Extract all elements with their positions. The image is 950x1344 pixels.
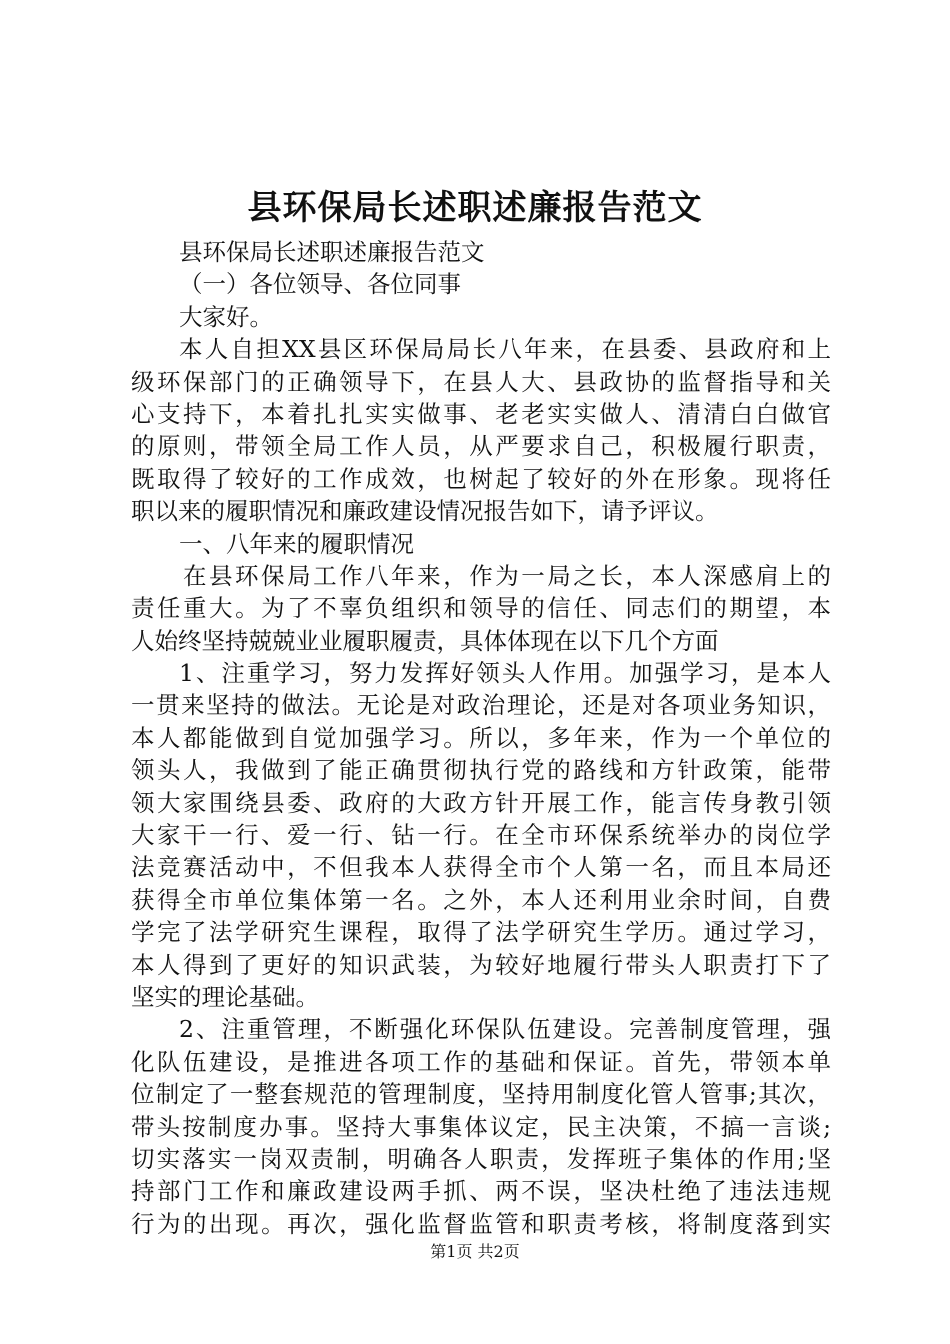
- paragraph-line: 的原则，带领全局工作人员，从严要求自己，积极履行职责，: [131, 432, 831, 461]
- paragraph-line: 领大家围绕县委、政府的大政方针开展工作，能言传身教引领: [131, 788, 831, 817]
- paragraph-line: 位制定了一整套规范的管理制度，坚持用制度化管人管事;其次，: [131, 1080, 831, 1109]
- page-footer: 第1页 共2页: [430, 1242, 520, 1261]
- paragraph-line: 职以来的履职情况和廉政建设情况报告如下，请予评议。: [131, 497, 719, 526]
- paragraph-line: 人始终坚持兢兢业业履职履责，具体体现在以下几个方面: [131, 626, 719, 655]
- paragraph-line: 坚实的理论基础。: [131, 982, 319, 1011]
- paragraph-line: 县环保局长述职述廉报告范文: [179, 238, 485, 266]
- paragraph-line: 级环保部门的正确领导下，在县人大、县政协的监督指导和关: [131, 367, 831, 396]
- document-body: [131, 236, 831, 1240]
- paragraph-line: 学完了法学研究生课程，取得了法学研究生学历。通过学习，: [131, 918, 831, 947]
- paragraph-line: 1、注重学习，努力发挥好领头人作用。加强学习，是本人: [179, 659, 831, 688]
- paragraph-line: 行为的出现。再次，强化监督监管和职责考核，将制度落到实: [131, 1209, 831, 1238]
- paragraph-line: 带头按制度办事。坚持大事集体议定，民主决策，不搞一言谈;: [131, 1112, 831, 1141]
- paragraph-line: 2、注重管理，不断强化环保队伍建设。完善制度管理，强: [179, 1015, 831, 1044]
- paragraph-line: 大家干一行、爱一行、钻一行。在全市环保系统举办的岗位学: [131, 821, 831, 850]
- paragraph-line: 化队伍建设，是推进各项工作的基础和保证。首先，带领本单: [131, 1047, 831, 1076]
- paragraph-line: 责任重大。为了不辜负组织和领导的信任、同志们的期望，本: [131, 594, 831, 623]
- section-heading: 一、八年来的履职情况: [179, 529, 414, 558]
- paragraph-line: 持部门工作和廉政建设两手抓、两不误，坚决杜绝了违法违规: [131, 1177, 831, 1206]
- paragraph-line: 心支持下，本着扎扎实实做事、老老实实做人、清清白白做官: [131, 399, 831, 428]
- paragraph-line: 本人都能做到自觉加强学习。所以，多年来，作为一个单位的: [131, 723, 831, 752]
- document-title: 县环保局长述职述廉报告范文: [247, 188, 703, 228]
- paragraph-line: 切实落实一岗双责制，明确各人职责，发挥班子集体的作用;坚: [131, 1144, 831, 1173]
- paragraph-line: 既取得了较好的工作成效，也树起了较好的外在形象。现将任: [131, 464, 831, 493]
- paragraph-line: 大家好。: [179, 302, 273, 331]
- paragraph-line: 领头人，我做到了能正确贯彻执行党的路线和方针政策，能带: [131, 756, 831, 785]
- paragraph-line: （一）各位领导、各位同事: [179, 270, 461, 299]
- paragraph-line: 法竞赛活动中，不但我本人获得全市个人第一名，而且本局还: [131, 853, 831, 882]
- paragraph-line: 本人自担XX县区环保局局长八年来，在县委、县政府和上: [179, 335, 831, 364]
- paragraph-line: 一贯来坚持的做法。无论是对政治理论，还是对各项业务知识，: [131, 691, 831, 720]
- paragraph-line: 在县环保局工作八年来，作为一局之长，本人深感肩上的: [183, 561, 831, 590]
- paragraph-line: 获得全市单位集体第一名。之外，本人还利用业余时间，自费: [131, 885, 831, 914]
- paragraph-line: 本人得到了更好的知识武装，为较好地履行带头人职责打下了: [131, 950, 831, 979]
